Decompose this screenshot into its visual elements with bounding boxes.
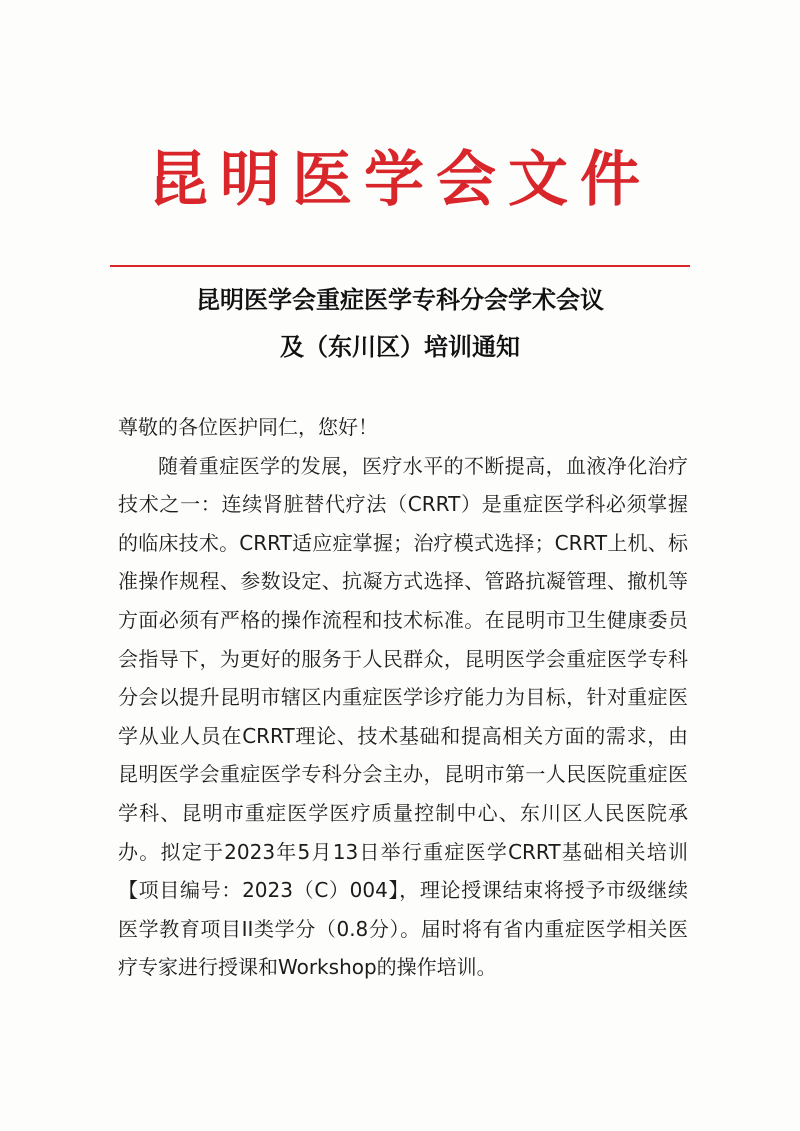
notice-body bbox=[118, 408, 688, 987]
notice-title-line-1: 昆明医学会重症医学专科分会学术会议 bbox=[196, 286, 604, 314]
masthead-title: 昆明医学会文件 bbox=[148, 145, 652, 215]
notice-title-line-2: 及（东川区）培训通知 bbox=[280, 333, 520, 361]
red-divider-line bbox=[110, 265, 690, 267]
body-paragraph: 随着重症医学的发展，医疗水平的不断提高，血液净化治疗技术之一：连续肾脏替代疗法（CRRT）是重症医学科必须掌握的临床技术。CRRT适应症掌握；治疗模式选择；CRRT上机、标准操作规程、参数设定、抗凝方式选择、管路抗凝管理、撤机等方面必须有严格的操作流程和技术标准。在昆明市卫生健康委员会指导下，为更好的服务于人民群众，昆明医学会重症医学专科分会以提升昆明市辖区内重症医学诊疗能力为目标，针对重症医学从业人员在CRRT理论、技术基础和提高相关方面的需求，由昆明医学会重症医学专科分会主办，昆明市第一人民医院重症医学科、昆明市重症医学医疗质量控制中心、东川区人民医院承办。拟定于2023年5月13日举行重症医学CRRT基础相关培训【项目编号：2023（C）004】，理论授课结束将授予市级继续医学教育项目II类学分（0.8分）。届时将有省内重症医学相关医疗专家进行授课和Workshop的操作培训。 bbox=[118, 453, 688, 980]
greeting: 尊敬的各位医护同仁，您好！ bbox=[118, 415, 378, 439]
